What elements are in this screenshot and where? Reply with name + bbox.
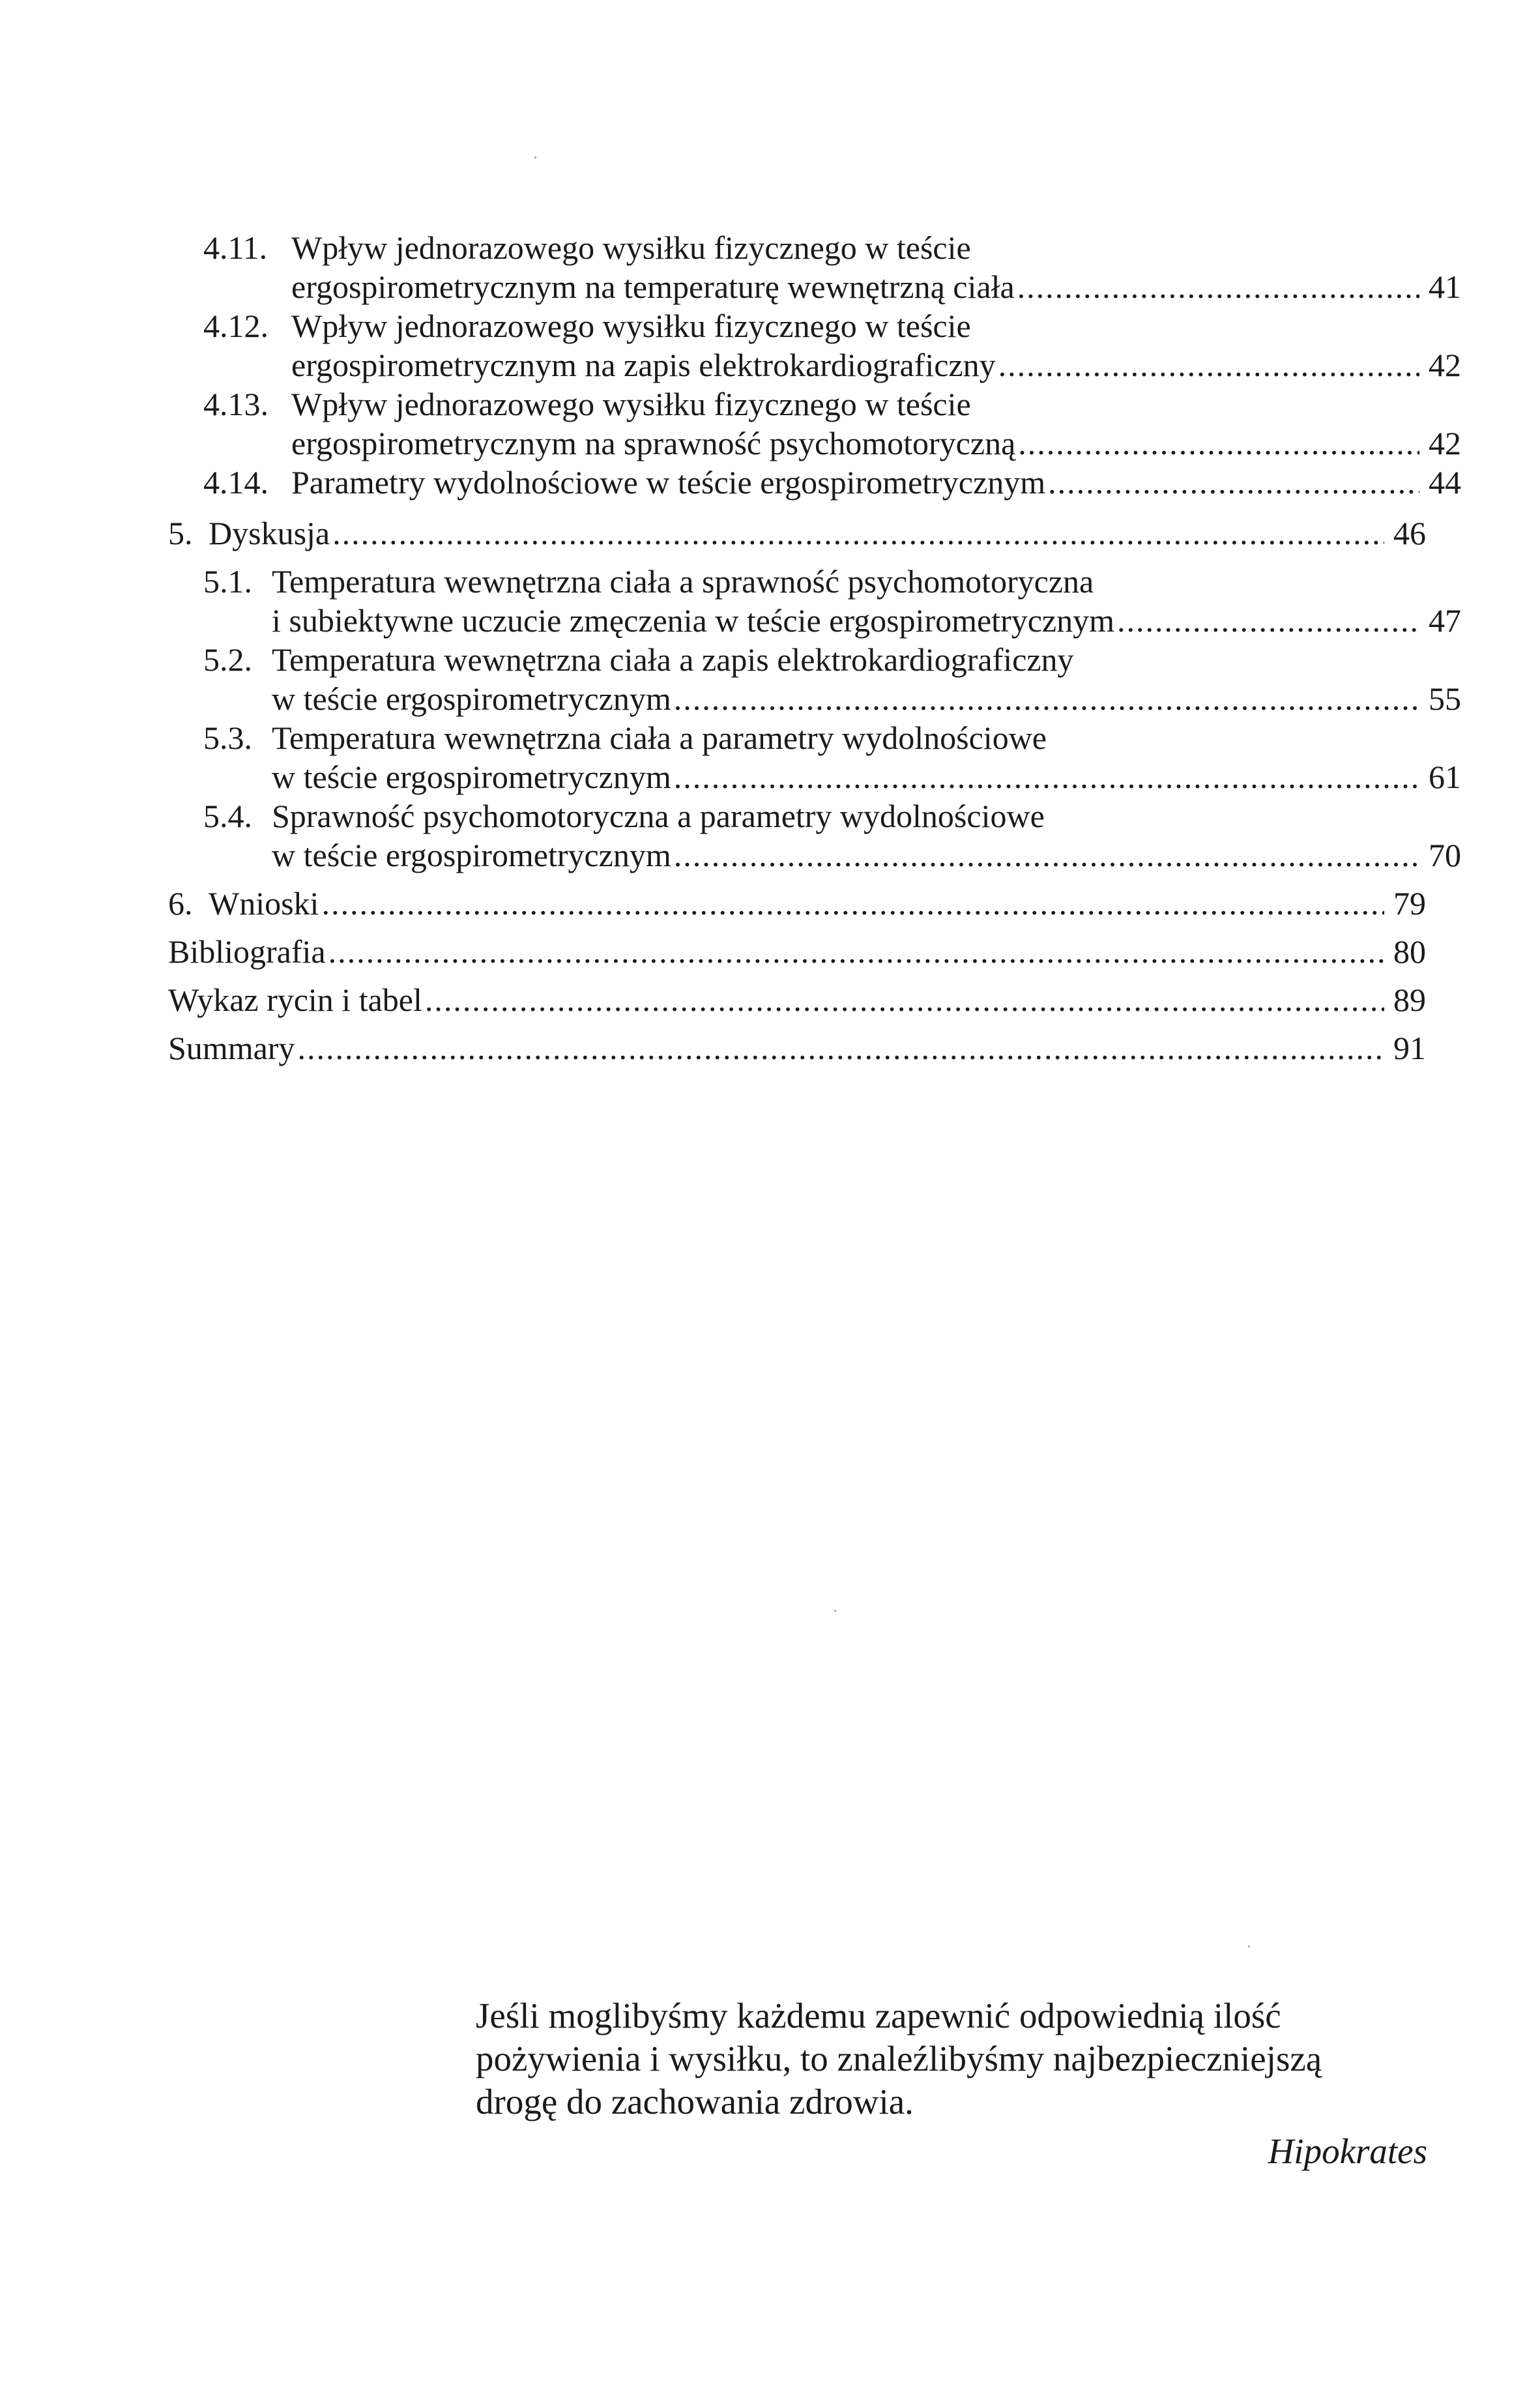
toc-entry-title: Temperatura wewnętrzna ciała a zapis elektrokardiograficzny [272, 641, 1074, 678]
toc-leader-dots [332, 514, 1384, 553]
toc-entry-5-1[interactable] [168, 562, 1461, 640]
toc-entry-title: Bibliografia [168, 933, 326, 970]
toc-entry-title: Wpływ jednorazowego wysiłku fizycznego w teście [291, 308, 971, 344]
toc-page-number: 46 [1393, 515, 1426, 551]
toc-leader-dots [1018, 424, 1419, 463]
toc-page-number: 44 [1429, 464, 1461, 501]
toc-entry-number: 4.14. [203, 464, 269, 501]
toc-entry-number: 5.1. [203, 563, 252, 600]
toc-page-number: 91 [1393, 1030, 1426, 1066]
toc-entry-number: 4.13. [203, 386, 269, 422]
toc-page-number: 89 [1393, 982, 1426, 1018]
toc-leader-dots [674, 757, 1419, 796]
toc-entry-summary[interactable] [168, 1028, 1426, 1068]
epigraph-line: pożywienia i wysiłku, to znaleźlibyśmy najbezpieczniejszą [476, 2039, 1322, 2078]
toc-entry-title: Dyskusja [209, 515, 330, 551]
toc-entry-title: Wpływ jednorazowego wysiłku fizycznego w teście [291, 229, 971, 266]
toc-entry-title: Parametry wydolnościowe w teście ergospirometrycznym [291, 464, 1046, 501]
toc-entry-title-continued: w teście ergospirometrycznym [272, 680, 671, 717]
toc-entry-number: 4.12. [203, 308, 269, 344]
toc-entry-5[interactable] [168, 514, 1426, 553]
toc-entry-title-continued: w teście ergospirometrycznym [272, 837, 671, 873]
toc-entry-4-13[interactable] [168, 385, 1461, 463]
toc-leader-dots [674, 679, 1419, 718]
scan-speck [834, 1610, 836, 1612]
toc-entry-number: 5.4. [203, 798, 252, 834]
toc-entry-wykaz-rycin[interactable] [168, 980, 1426, 1019]
toc-page-number: 41 [1429, 269, 1461, 305]
epigraph-line: drogę do zachowania zdrowia. [476, 2082, 914, 2121]
toc-entry-title-continued: ergospirometrycznym na sprawność psychomotoryczną [291, 425, 1016, 461]
toc-entry-4-14[interactable] [168, 463, 1461, 502]
toc-leader-dots [998, 345, 1419, 385]
toc-page-number: 55 [1429, 680, 1461, 717]
scan-speck [1248, 1946, 1250, 1947]
epigraph [476, 1994, 1427, 2173]
toc-page-number: 70 [1429, 837, 1461, 873]
toc-entry-title: Sprawność psychomotoryczna a parametry wydolnościowe [272, 798, 1045, 834]
toc-entry-number: 6. [168, 885, 193, 922]
toc-entry-4-12[interactable] [168, 306, 1461, 385]
toc-leader-dots [1048, 463, 1419, 502]
toc-entry-title: Wnioski [209, 885, 319, 922]
toc-entry-4-11[interactable] [168, 228, 1461, 306]
toc-page-number: 79 [1393, 885, 1426, 922]
toc-entry-5-2[interactable] [168, 640, 1461, 718]
toc-entry-title-continued: w teście ergospirometrycznym [272, 759, 671, 795]
toc-entry-number: 5. [168, 515, 193, 551]
toc-entry-number: 5.2. [203, 641, 252, 678]
epigraph-line: Jeśli moglibyśmy każdemu zapewnić odpowiednią ilość [476, 1996, 1281, 2035]
toc-page-number: 42 [1429, 425, 1461, 461]
toc-page-number: 80 [1393, 933, 1426, 970]
toc-entry-bibliografia[interactable] [168, 932, 1426, 971]
toc-entry-title: Wykaz rycin i tabel [168, 982, 422, 1018]
toc-entry-number: 5.3. [203, 720, 252, 756]
epigraph-author: Hipokrates [1268, 2131, 1427, 2171]
toc-entry-title: Temperatura wewnętrzna ciała a parametry wydolnościowe [272, 720, 1047, 756]
toc-page-number: 47 [1429, 602, 1461, 639]
toc-leader-dots [1017, 267, 1419, 306]
toc-entry-title: Summary [168, 1030, 295, 1066]
toc-entry-number: 4.11. [203, 229, 268, 266]
table-of-contents [168, 228, 1461, 1068]
toc-leader-dots [674, 836, 1419, 875]
toc-entry-5-4[interactable] [168, 796, 1461, 875]
toc-entry-title: Temperatura wewnętrzna ciała a sprawność psychomotoryczna [272, 563, 1094, 600]
toc-leader-dots [328, 932, 1384, 971]
toc-entry-title: Wpływ jednorazowego wysiłku fizycznego w teście [291, 386, 971, 422]
toc-page-number: 61 [1429, 759, 1461, 795]
toc-entry-5-3[interactable] [168, 718, 1461, 796]
toc-entry-title-continued: ergospirometrycznym na temperaturę wewnętrzną ciała [291, 269, 1015, 305]
toc-leader-dots [321, 884, 1384, 923]
toc-entry-title-continued: ergospirometrycznym na zapis elektrokardiograficzny [291, 347, 996, 383]
toc-page-number: 42 [1429, 347, 1461, 383]
toc-entry-title-continued: i subiektywne uczucie zmęczenia w teście ergospirometrycznym [272, 602, 1114, 639]
toc-leader-dots [297, 1028, 1384, 1068]
toc-entry-6[interactable] [168, 884, 1426, 923]
toc-leader-dots [425, 980, 1384, 1019]
toc-leader-dots [1117, 601, 1419, 640]
scan-speck [534, 156, 536, 158]
